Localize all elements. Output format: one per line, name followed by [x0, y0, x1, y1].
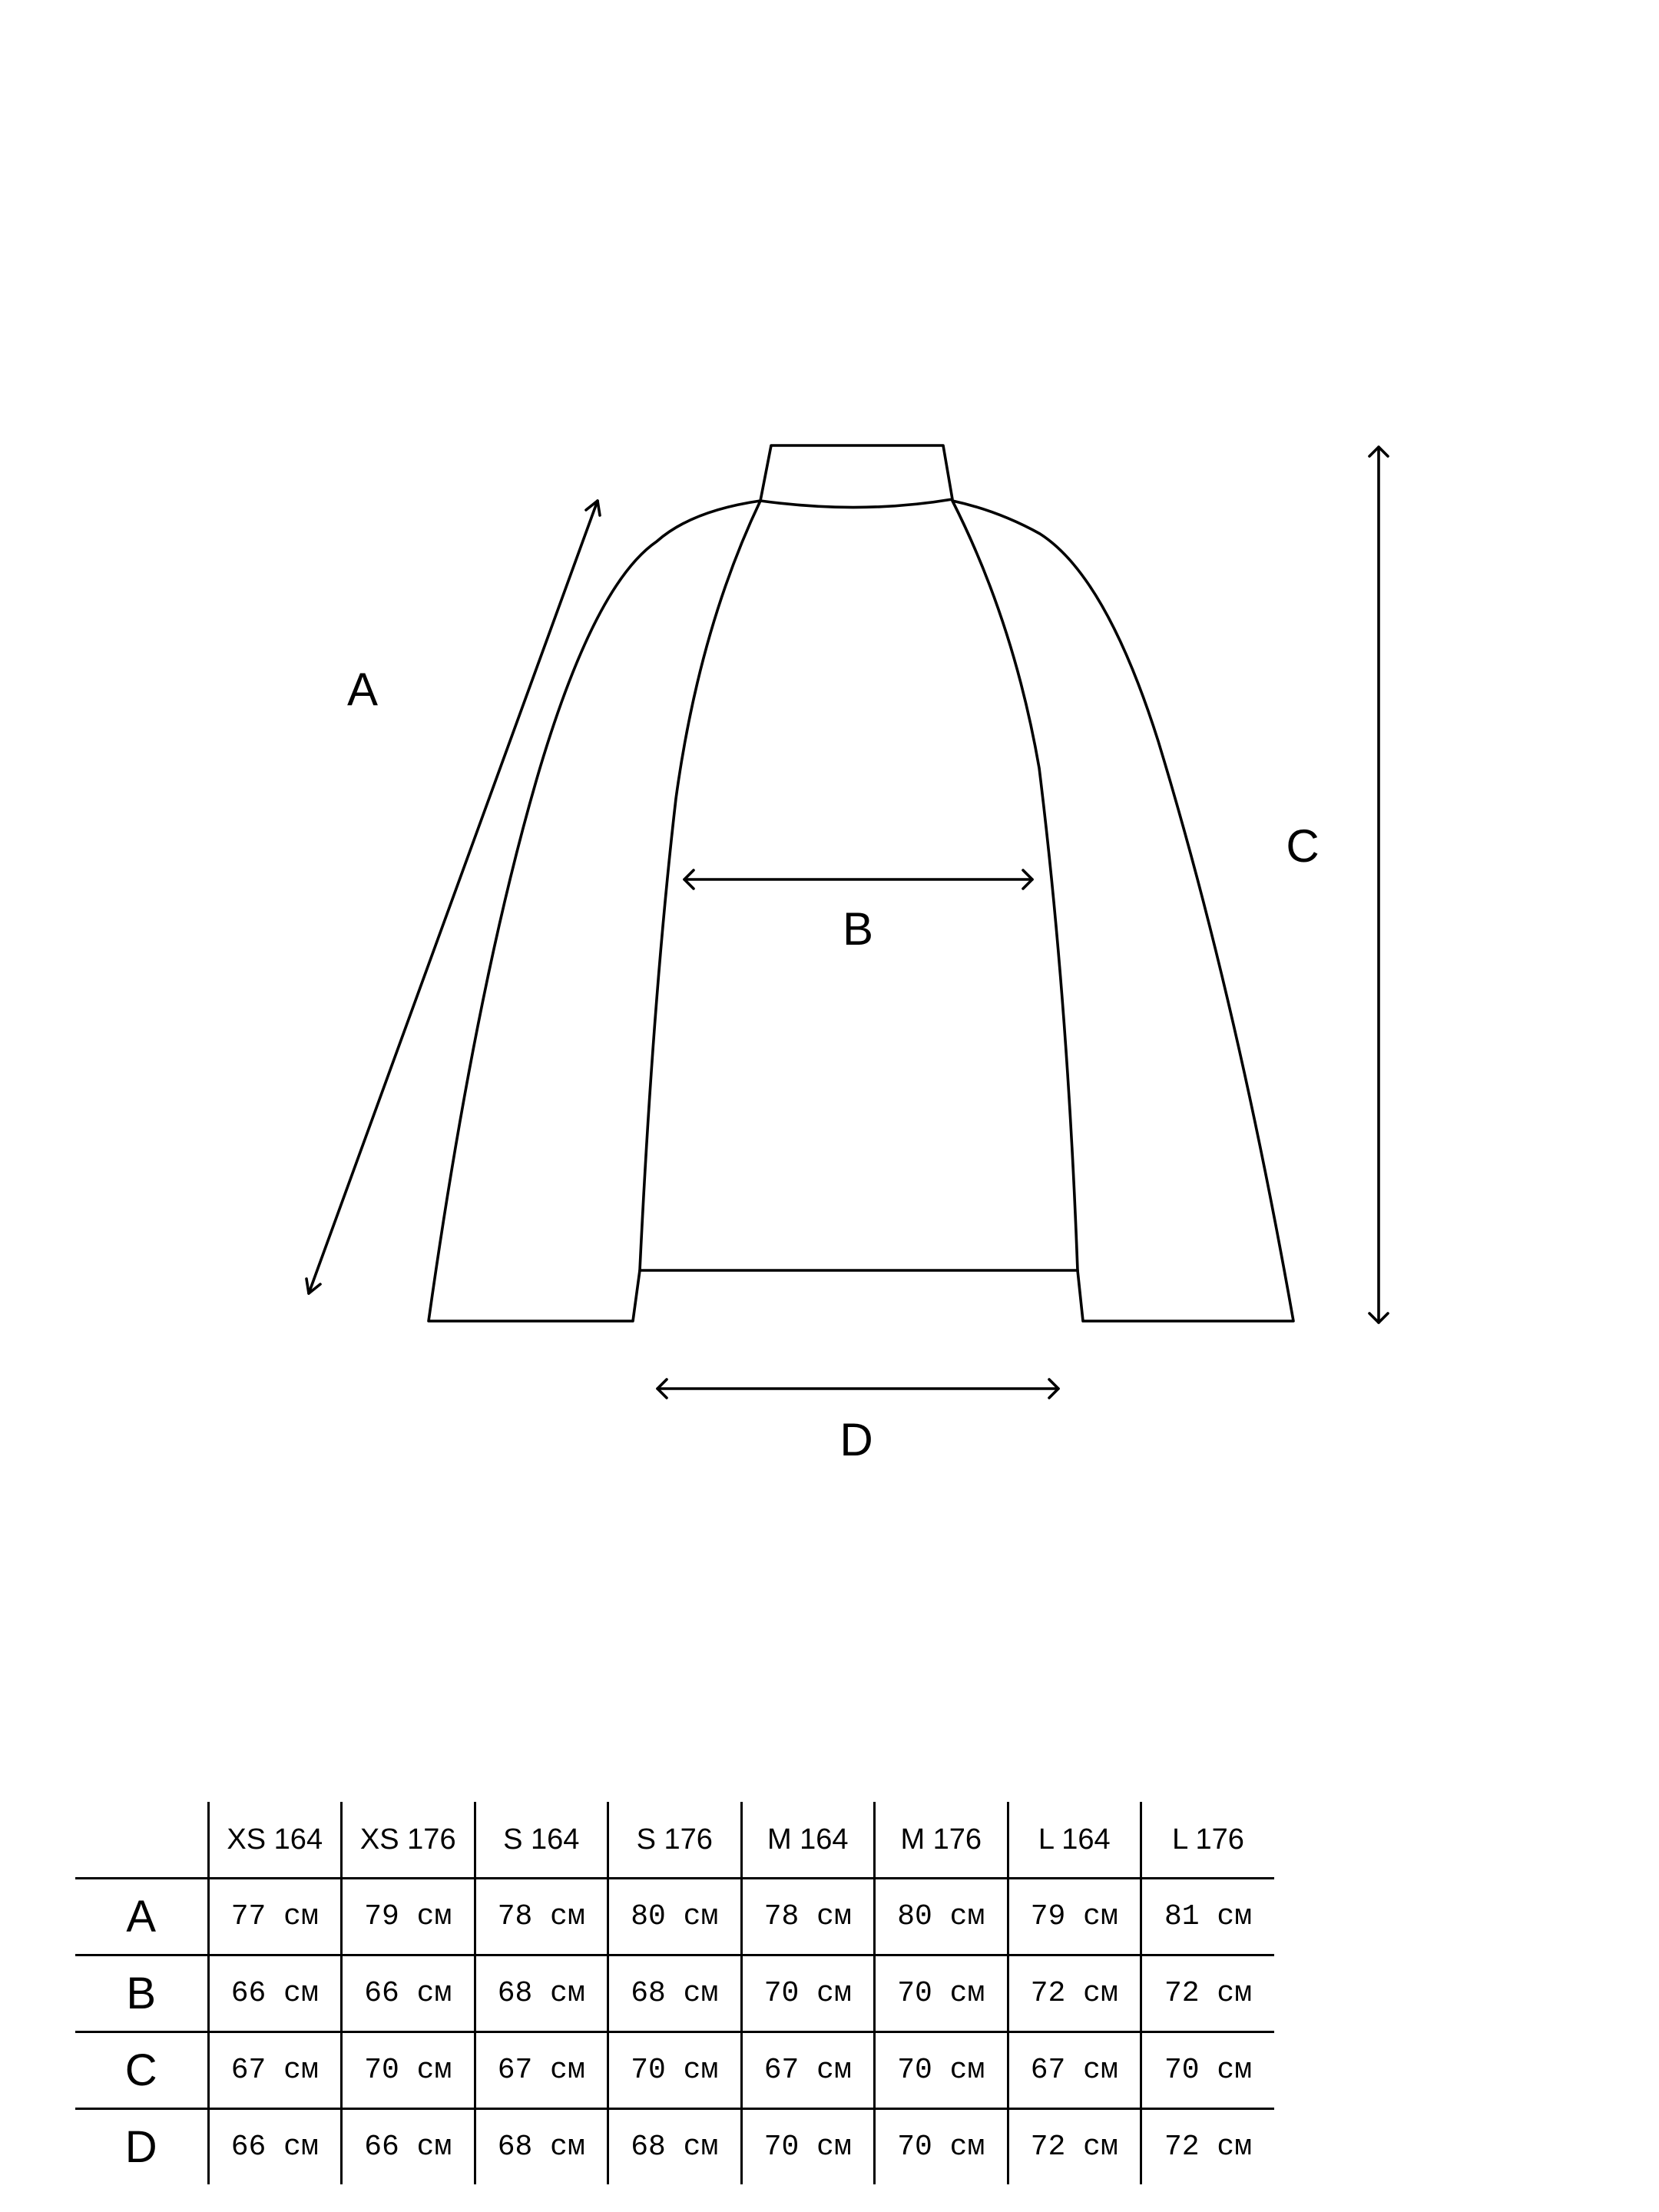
size-header: S 176	[608, 1802, 742, 1879]
table-cell: 68 см	[608, 1955, 742, 2032]
row-label: A	[75, 1879, 208, 1955]
table-cell: 70 см	[342, 2032, 475, 2109]
size-header: M 164	[741, 1802, 875, 1879]
table-cell: 70 см	[1141, 2032, 1275, 2109]
right-sleeve-outline	[952, 501, 1293, 1321]
table-cell: 67 см	[208, 2032, 342, 2109]
table-cell: 66 см	[208, 1955, 342, 2032]
dimension-d-label: D	[839, 1414, 873, 1465]
dimension-b-arrow	[684, 870, 1032, 889]
collar-outline	[760, 445, 952, 508]
table-cell: 70 см	[741, 2109, 875, 2185]
size-table	[75, 1802, 1274, 2184]
table-cell: 67 см	[1008, 2032, 1141, 2109]
left-sleeve-outline	[429, 501, 760, 1321]
table-cell: 79 см	[1008, 1879, 1141, 1955]
table-cell: 80 см	[608, 1879, 742, 1955]
row-label: D	[75, 2109, 208, 2185]
row-label: B	[75, 1955, 208, 2032]
table-row	[75, 2109, 1274, 2185]
table-cell: 78 см	[475, 1879, 608, 1955]
table-cell: 66 см	[208, 2109, 342, 2185]
table-cell: 77 см	[208, 1879, 342, 1955]
table-cell: 78 см	[741, 1879, 875, 1955]
table-cell: 66 см	[342, 1955, 475, 2032]
size-header: L 176	[1141, 1802, 1275, 1879]
table-row	[75, 2032, 1274, 2109]
dimension-b-label: B	[842, 903, 874, 955]
corner-cell	[75, 1802, 208, 1879]
size-header: S 164	[475, 1802, 608, 1879]
table-cell: 68 см	[475, 2109, 608, 2185]
dimension-a-arrow	[306, 501, 600, 1293]
table-cell: 70 см	[875, 1955, 1008, 2032]
table-row	[75, 1955, 1274, 2032]
size-header: XS 176	[342, 1802, 475, 1879]
table-cell: 72 см	[1008, 1955, 1141, 2032]
table-cell: 67 см	[741, 2032, 875, 2109]
table-cell: 70 см	[875, 2109, 1008, 2185]
table-cell: 81 см	[1141, 1879, 1275, 1955]
table-cell: 79 см	[342, 1879, 475, 1955]
table-cell: 72 см	[1141, 1955, 1275, 2032]
row-label: C	[75, 2032, 208, 2109]
size-header: L 164	[1008, 1802, 1141, 1879]
table-cell: 70 см	[608, 2032, 742, 2109]
dimension-d-arrow	[657, 1379, 1058, 1398]
table-row	[75, 1879, 1274, 1955]
table-cell: 70 см	[875, 2032, 1008, 2109]
size-header: M 176	[875, 1802, 1008, 1879]
table-cell: 67 см	[475, 2032, 608, 2109]
table-cell: 68 см	[475, 1955, 608, 2032]
table-cell: 72 см	[1141, 2109, 1275, 2185]
dimension-c-label: C	[1286, 820, 1320, 872]
table-cell: 70 см	[741, 1955, 875, 2032]
dimension-a-label: A	[346, 664, 379, 715]
table-cell: 68 см	[608, 2109, 742, 2185]
size-header: XS 164	[208, 1802, 342, 1879]
header-row	[75, 1802, 1274, 1879]
table-cell: 66 см	[342, 2109, 475, 2185]
table-cell: 80 см	[875, 1879, 1008, 1955]
table-cell: 72 см	[1008, 2109, 1141, 2185]
dimension-c-arrow	[1369, 447, 1388, 1323]
